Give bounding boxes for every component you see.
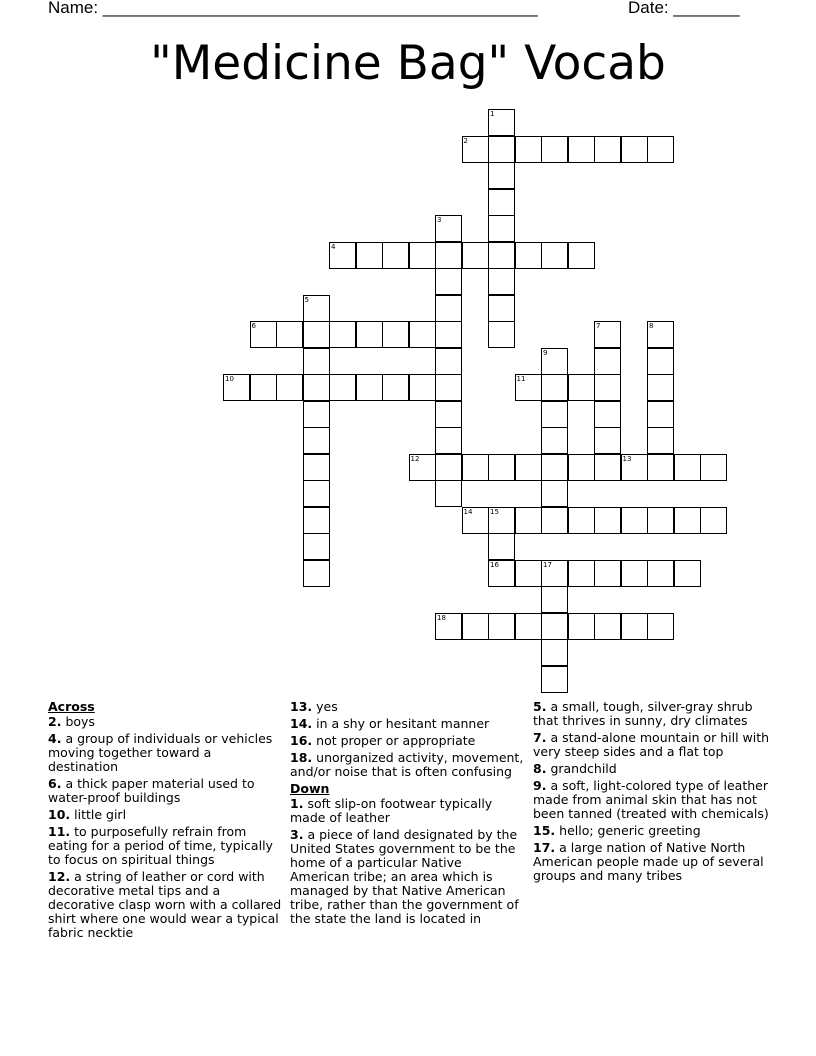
grid-cell[interactable] (356, 321, 383, 348)
clue-item (290, 797, 524, 825)
clue-number: 3 (437, 216, 442, 224)
clue-number: 17 (543, 560, 552, 569)
grid-cell[interactable] (303, 374, 330, 401)
clue-item-text: a large nation of Native North American people made up of several groups and many tribes (533, 840, 764, 883)
grid-cell[interactable] (462, 507, 489, 534)
clue-item-number: 18. (290, 750, 313, 765)
grid-cell[interactable] (303, 348, 330, 375)
clue-number: 7 (596, 322, 601, 330)
clue-item-text: a string of leather or cord with decorative metal tips and a decorative clasp worn with a collared shirt where one would wear a typical fabric necktie (48, 869, 282, 940)
clue-item-text: a soft, light-colored type of leather made from animal skin that has not been tanned (treated with chemicals) (533, 778, 769, 821)
grid-cell[interactable] (488, 507, 515, 534)
clue-number: 1 (490, 110, 495, 118)
grid-cell[interactable] (303, 480, 330, 507)
grid-cell[interactable] (568, 454, 595, 481)
clue-item-text: to purposefully refrain from eating for a period of time, typically to focus on spiritual things (48, 824, 273, 867)
grid-cell[interactable] (488, 215, 515, 242)
clue-number: 8 (649, 322, 654, 330)
clue-item-text: little girl (74, 807, 127, 822)
grid-cell[interactable] (541, 427, 568, 454)
grid-cell[interactable] (541, 613, 568, 640)
clue-item-text: a small, tough, silver-gray shrub that thrives in sunny, dry climates (533, 699, 753, 728)
grid-cell[interactable] (594, 348, 621, 375)
grid-cell[interactable] (515, 374, 542, 401)
grid-cell[interactable] (223, 374, 250, 401)
grid-cell[interactable] (303, 560, 330, 587)
grid-cell[interactable] (647, 560, 674, 587)
grid-cell[interactable] (647, 401, 674, 428)
grid-cell[interactable] (541, 586, 568, 613)
clue-item-text: a group of individuals or vehicles moving together toward a destination (48, 731, 273, 774)
clue-item-text: not proper or appropriate (316, 733, 476, 748)
clue-number: 10 (225, 375, 234, 383)
clue-column-3 (533, 700, 773, 886)
grid-cell[interactable] (515, 507, 542, 534)
grid-cell[interactable] (435, 454, 462, 481)
grid-cell[interactable] (541, 136, 568, 163)
grid-cell[interactable] (435, 348, 462, 375)
clue-item-text: a thick paper material used to water-proof buildings (48, 776, 255, 805)
grid-cell[interactable] (462, 454, 489, 481)
grid-cell[interactable] (541, 507, 568, 534)
clue-number: 14 (463, 507, 473, 516)
grid-cell[interactable] (541, 348, 568, 375)
grid-cell[interactable] (435, 374, 462, 401)
grid-cell[interactable] (488, 136, 515, 163)
grid-cell[interactable] (541, 639, 568, 666)
grid-cell[interactable] (488, 613, 515, 640)
clue-item (533, 779, 773, 821)
clue-number: 15 (490, 507, 499, 516)
grid-cell[interactable] (435, 215, 462, 242)
date-field-label: Date: _______ (628, 0, 740, 17)
clue-item-text: soft slip-on footwear typically made of leather (290, 796, 493, 825)
clue-item (533, 762, 773, 776)
grid-cell[interactable] (329, 321, 356, 348)
grid-cell[interactable] (594, 427, 621, 454)
clue-item (533, 731, 773, 759)
grid-cell[interactable] (541, 374, 568, 401)
clue-number: 4 (331, 242, 336, 251)
grid-cell[interactable] (541, 242, 568, 269)
grid-cell[interactable] (356, 242, 383, 269)
clue-item-number: 9. (533, 778, 547, 793)
clue-item (48, 777, 282, 805)
grid-cell[interactable] (488, 268, 515, 295)
grid-cell[interactable] (488, 533, 515, 560)
grid-cell[interactable] (435, 613, 462, 640)
grid-cell[interactable] (568, 613, 595, 640)
clue-section-heading: Across (48, 699, 95, 714)
grid-cell[interactable] (700, 454, 727, 481)
clue-item-number: 17. (533, 840, 556, 855)
clue-item (290, 828, 524, 926)
clue-item-text: boys (65, 714, 95, 729)
grid-cell[interactable] (382, 374, 409, 401)
grid-cell[interactable] (435, 480, 462, 507)
grid-cell[interactable] (541, 560, 568, 587)
grid-cell[interactable] (594, 374, 621, 401)
clue-section-heading: Down (290, 781, 330, 796)
grid-cell[interactable] (621, 136, 648, 163)
grid-cell[interactable] (541, 666, 568, 693)
clue-item (290, 700, 524, 714)
grid-cell[interactable] (647, 507, 674, 534)
grid-cell[interactable] (700, 507, 727, 534)
clue-number: 6 (251, 322, 256, 330)
grid-cell[interactable] (515, 242, 542, 269)
grid-cell[interactable] (541, 480, 568, 507)
grid-cell[interactable] (515, 613, 542, 640)
grid-cell[interactable] (674, 454, 701, 481)
grid-cell[interactable] (647, 427, 674, 454)
clue-item-number: 4. (48, 731, 62, 746)
grid-cell[interactable] (250, 321, 277, 348)
grid-cell[interactable] (462, 613, 489, 640)
clue-column-2 (290, 700, 524, 929)
grid-cell[interactable] (488, 560, 515, 587)
grid-cell[interactable] (621, 613, 648, 640)
grid-cell[interactable] (462, 136, 489, 163)
clue-item-number: 13. (290, 699, 313, 714)
grid-cell[interactable] (435, 242, 462, 269)
grid-cell[interactable] (488, 295, 515, 322)
clue-item-number: 11. (48, 824, 71, 839)
grid-cell[interactable] (594, 507, 621, 534)
grid-cell[interactable] (594, 136, 621, 163)
grid-cell[interactable] (515, 136, 542, 163)
grid-cell[interactable] (515, 454, 542, 481)
clue-item-number: 5. (533, 699, 547, 714)
grid-cell[interactable] (409, 454, 436, 481)
clue-item (48, 732, 282, 774)
grid-cell[interactable] (488, 109, 515, 136)
clue-item (290, 734, 524, 748)
grid-cell[interactable] (541, 454, 568, 481)
clue-number: 12 (410, 454, 420, 463)
clue-item-text: unorganized activity, movement, and/or noise that is often confusing (290, 750, 524, 779)
grid-cell[interactable] (568, 374, 595, 401)
clue-item-number: 15. (533, 823, 556, 838)
clue-item-text: grandchild (550, 761, 617, 776)
grid-cell[interactable] (488, 162, 515, 189)
clue-item (48, 808, 282, 822)
grid-cell[interactable] (594, 613, 621, 640)
clue-item-number: 12. (48, 869, 71, 884)
grid-cell[interactable] (488, 321, 515, 348)
grid-cell[interactable] (409, 374, 436, 401)
grid-cell[interactable] (488, 454, 515, 481)
grid-cell[interactable] (647, 136, 674, 163)
grid-cell[interactable] (303, 401, 330, 428)
clue-number: 2 (463, 136, 468, 145)
clue-item (290, 751, 524, 779)
grid-cell[interactable] (594, 401, 621, 428)
clue-number: 13 (622, 454, 632, 463)
grid-cell[interactable] (621, 454, 648, 481)
clue-item-number: 2. (48, 714, 62, 729)
name-field-label: Name: ______________________________________________ (48, 0, 538, 17)
page-title: "Medicine Bag" Vocab (150, 36, 666, 91)
grid-cell[interactable] (303, 454, 330, 481)
clue-item-number: 7. (533, 730, 547, 745)
grid-cell[interactable] (647, 454, 674, 481)
clue-number: 16 (490, 560, 499, 569)
grid-cell[interactable] (621, 560, 648, 587)
grid-cell[interactable] (435, 401, 462, 428)
grid-cell[interactable] (435, 295, 462, 322)
clue-item-text: a stand-alone mountain or hill with very steep sides and a flat top (533, 730, 770, 759)
grid-cell[interactable] (329, 242, 356, 269)
clue-item (533, 700, 773, 728)
clue-item (290, 717, 524, 731)
grid-cell[interactable] (276, 374, 303, 401)
clue-item (533, 841, 773, 883)
grid-cell[interactable] (647, 613, 674, 640)
grid-cell[interactable] (647, 348, 674, 375)
clue-item-number: 16. (290, 733, 313, 748)
clue-item-number: 8. (533, 761, 547, 776)
grid-cell[interactable] (647, 321, 674, 348)
grid-cell[interactable] (329, 374, 356, 401)
grid-cell[interactable] (382, 321, 409, 348)
grid-cell[interactable] (488, 189, 515, 216)
clue-item-number: 6. (48, 776, 62, 791)
grid-cell[interactable] (303, 507, 330, 534)
grid-cell[interactable] (303, 321, 330, 348)
grid-cell[interactable] (674, 560, 701, 587)
clue-item-text: a piece of land designated by the United States government to be the home of a particular Native American tribe; an area which is managed by that Native American tribe, rather than the government of the state the land is located in (290, 827, 519, 926)
grid-cell[interactable] (250, 374, 277, 401)
grid-cell[interactable] (409, 242, 436, 269)
grid-cell[interactable] (674, 507, 701, 534)
grid-cell[interactable] (568, 560, 595, 587)
grid-cell[interactable] (303, 533, 330, 560)
clue-item-number: 14. (290, 716, 313, 731)
grid-cell[interactable] (356, 374, 383, 401)
clue-item (48, 715, 282, 729)
clue-column-1 (48, 700, 282, 943)
clue-item (48, 825, 282, 867)
grid-cell[interactable] (409, 321, 436, 348)
grid-cell[interactable] (594, 560, 621, 587)
grid-cell[interactable] (621, 507, 648, 534)
grid-cell[interactable] (462, 242, 489, 269)
clue-item (48, 870, 282, 940)
grid-cell[interactable] (541, 401, 568, 428)
grid-cell[interactable] (594, 454, 621, 481)
grid-cell[interactable] (568, 507, 595, 534)
grid-cell[interactable] (594, 321, 621, 348)
clue-item-text: yes (316, 699, 338, 714)
grid-cell[interactable] (303, 427, 330, 454)
grid-cell[interactable] (276, 321, 303, 348)
grid-cell[interactable] (382, 242, 409, 269)
clue-item-number: 1. (290, 796, 304, 811)
grid-cell[interactable] (568, 136, 595, 163)
grid-cell[interactable] (435, 427, 462, 454)
grid-cell[interactable] (515, 560, 542, 587)
grid-cell[interactable] (435, 321, 462, 348)
clue-item-text: in a shy or hesitant manner (316, 716, 490, 731)
clue-number: 5 (304, 295, 309, 304)
grid-cell[interactable] (647, 374, 674, 401)
grid-cell[interactable] (435, 268, 462, 295)
clue-number: 18 (437, 613, 446, 622)
clue-item-number: 3. (290, 827, 304, 842)
grid-cell[interactable] (568, 242, 595, 269)
clue-item-text: hello; generic greeting (559, 823, 701, 838)
grid-cell[interactable] (488, 242, 515, 269)
clue-number: 11 (516, 375, 526, 383)
clue-number: 9 (543, 348, 548, 357)
clue-item-number: 10. (48, 807, 71, 822)
clue-item (533, 824, 773, 838)
grid-cell[interactable] (303, 295, 330, 322)
